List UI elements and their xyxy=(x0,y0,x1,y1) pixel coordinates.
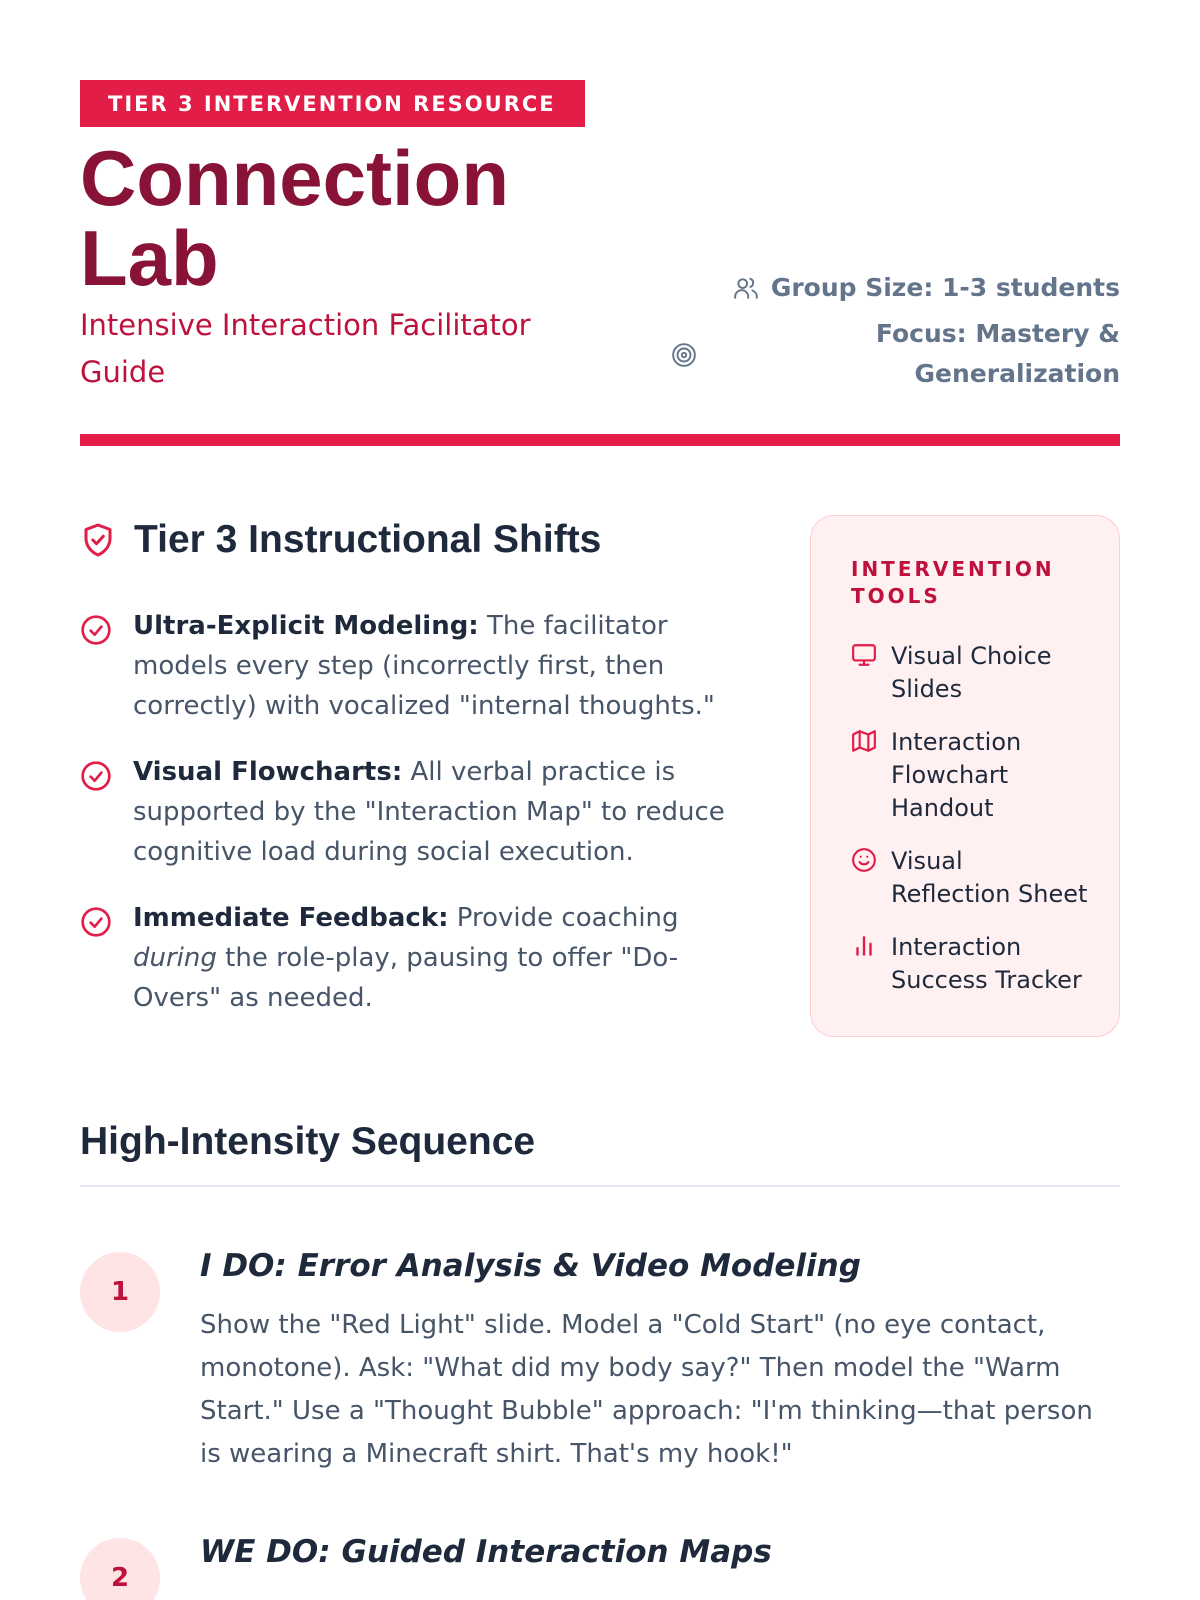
check-circle-icon xyxy=(80,614,112,646)
tool-item xyxy=(851,640,1089,706)
page-title xyxy=(80,134,640,302)
tool-label: Interaction Flowchart Handout xyxy=(891,728,1022,822)
page-title-line-1: Connection xyxy=(80,134,509,222)
shift-description: All verbal practice is supported by the "Interaction Map" to reduce cognitive load during social execution. xyxy=(133,757,725,867)
meta-info xyxy=(680,268,1120,394)
tool-label: Interaction Success Tracker xyxy=(891,933,1082,994)
group-size-row xyxy=(680,268,1120,308)
group-size-text: Group Size: 1-3 students xyxy=(770,273,1120,302)
shift-emphasis: during xyxy=(133,943,217,973)
tier-badge: TIER 3 INTERVENTION RESOURCE xyxy=(80,80,585,127)
list-item xyxy=(80,752,760,872)
tools-title: INTERVENTION TOOLS xyxy=(851,557,1055,608)
shield-check-icon xyxy=(80,521,116,559)
page-subtitle: Intensive Interaction Facilitator Guide xyxy=(80,308,531,389)
page-title-line-2: Lab xyxy=(80,214,219,302)
tool-label: Visual Choice Slides xyxy=(891,642,1052,703)
shift-label: Immediate Feedback: xyxy=(133,903,449,933)
shift-text xyxy=(133,606,760,726)
sequence-divider xyxy=(80,1185,1120,1187)
shift-label: Ultra-Explicit Modeling: xyxy=(133,611,479,641)
list-item xyxy=(80,606,760,726)
step-title: WE DO: Guided Interaction Maps xyxy=(200,1534,772,1570)
sequence-step xyxy=(80,1248,1120,1476)
step-number: 2 xyxy=(80,1538,160,1600)
step-title: I DO: Error Analysis & Video Modeling xyxy=(200,1248,861,1284)
shift-description: The facilitator models every step (incorrectly first, then correctly) with vocalized "internal thoughts." xyxy=(133,611,715,721)
check-circle-icon xyxy=(80,760,112,792)
list-item xyxy=(80,898,760,1018)
shifts-heading-text: Tier 3 Instructional Shifts xyxy=(134,518,602,561)
shifts-heading xyxy=(80,518,601,562)
tool-item xyxy=(851,726,1089,825)
check-circle-icon xyxy=(80,906,112,938)
step-number: 1 xyxy=(80,1252,160,1332)
sequence-heading: High-Intensity Sequence xyxy=(80,1120,536,1163)
intervention-tools-card xyxy=(810,515,1120,1037)
shift-list xyxy=(80,606,760,1044)
shift-description: Provide coaching xyxy=(448,903,679,933)
tool-item xyxy=(851,845,1089,911)
shift-text xyxy=(133,752,760,872)
sequence-step xyxy=(80,1534,1120,1600)
step-description: Show the "Red Light" slide. Model a "Cold Start" (no eye contact, monotone). Ask: "What did my body say?" Then model the "Warm Start." Use a "Thought Bubble" approach: "I'm thinking—that person is wearing a Minecraft shirt. That's my hook!" xyxy=(200,1310,1093,1469)
shift-description-end: the role-play, pausing to offer "Do-Overs" as needed. xyxy=(133,943,679,1013)
map-icon xyxy=(851,728,877,754)
tool-label: Visual Reflection Sheet xyxy=(891,847,1088,908)
users-icon xyxy=(733,275,759,301)
focus-text: Focus: Mastery & Generalization xyxy=(875,319,1120,388)
monitor-icon xyxy=(851,642,877,668)
shift-label: Visual Flowcharts: xyxy=(133,757,403,787)
header-divider xyxy=(80,434,1120,446)
shift-text xyxy=(133,898,760,1018)
tool-item xyxy=(851,931,1089,997)
smile-icon xyxy=(851,847,877,873)
bar-chart-icon xyxy=(851,933,877,959)
